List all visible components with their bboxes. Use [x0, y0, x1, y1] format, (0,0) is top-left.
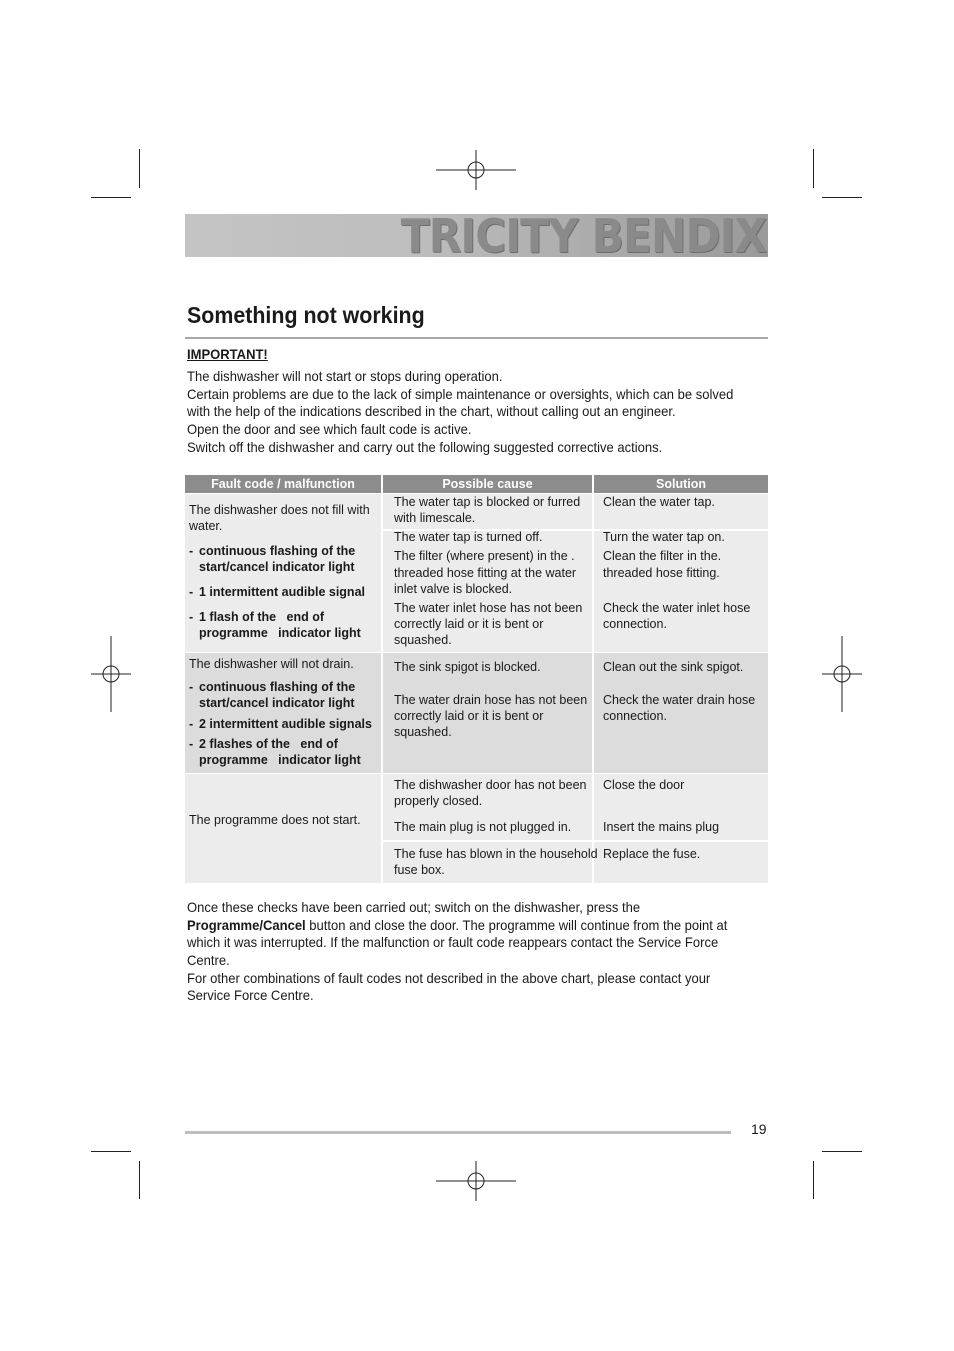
crop-mark: [822, 1151, 862, 1152]
cause-text: The sink spigot is blocked.: [394, 660, 541, 674]
crop-mark: [822, 197, 862, 198]
intro-line: Switch off the dishwasher and carry out the following suggested corrective actions.: [187, 439, 663, 455]
cause-text: squashed.: [394, 725, 452, 739]
page-title: Something not working: [187, 302, 425, 328]
table-header-cause: Possible cause: [383, 475, 592, 493]
cause-text: squashed.: [394, 633, 452, 647]
fault-bullet: continuous flashing of the: [199, 680, 356, 694]
solution-text: Close the door: [603, 778, 685, 792]
intro-line: Certain problems are due to the lack of simple maintenance or oversights, which can be solved: [187, 386, 734, 402]
solution-text: Clean the filter in the.: [603, 549, 722, 563]
cause-text: The water tap is blocked or furred: [394, 495, 581, 509]
bullet-dash: -: [189, 544, 194, 558]
cause-text: The filter (where present) in the .: [394, 549, 575, 563]
outro-line: Once these checks have been carried out; switch on the dishwasher, press the: [187, 899, 641, 915]
programme-cancel-label: Programme/Cancel: [187, 917, 306, 933]
fault-bullet: programme indicator light: [199, 626, 361, 640]
bullet-dash: -: [189, 610, 194, 624]
brand-banner: [185, 209, 768, 263]
outro-line: For other combinations of fault codes not described in the above chart, please contact your: [187, 970, 711, 986]
page-number: 19: [751, 1121, 767, 1137]
fault-bullet: start/cancel indicator light: [199, 560, 355, 574]
crop-mark: [813, 149, 814, 188]
solution-text: Check the water drain hose: [603, 693, 756, 707]
fault-text: water.: [189, 519, 223, 533]
fault-cell: [185, 774, 381, 883]
cause-text: The water tap is turned off.: [394, 530, 543, 544]
bullet-dash: -: [189, 737, 194, 751]
fault-text: The programme does not start.: [189, 813, 361, 827]
cause-text: correctly laid or it is bent or: [394, 617, 544, 631]
cause-text: The water inlet hose has not been: [394, 601, 583, 615]
cause-text: The fuse has blown in the household: [394, 847, 598, 861]
fault-bullet: programme indicator light: [199, 753, 361, 767]
crop-mark: [139, 149, 140, 188]
fault-bullet: continuous flashing of the: [199, 544, 356, 558]
solution-text: connection.: [603, 617, 667, 631]
brand-logo: TRICITY BENDIX: [400, 209, 766, 263]
solution-text: Check the water inlet hose: [603, 601, 751, 615]
outro-line: Centre.: [187, 952, 230, 968]
registration-mark-bottom: [436, 1161, 516, 1201]
outro-line: Service Force Centre.: [187, 987, 314, 1003]
cause-text: The main plug is not plugged in.: [394, 820, 572, 834]
cause-text: correctly laid or it is bent or: [394, 709, 544, 723]
table-header-fault: Fault code / malfunction: [185, 475, 381, 493]
solution-text: connection.: [603, 709, 667, 723]
table-header-solution: Solution: [594, 475, 768, 493]
cause-text: The dishwasher door has not been: [394, 778, 587, 792]
intro-line: with the help of the indications described in the chart, without calling out an engineer.: [187, 403, 676, 419]
registration-mark-right: [822, 636, 862, 712]
bullet-dash: -: [189, 585, 194, 599]
fault-text: The dishwasher does not fill with: [189, 503, 370, 517]
outro-text: button and close the door. The programme will continue from the point at: [305, 917, 728, 933]
cause-text: with limescale.: [394, 511, 476, 525]
solution-text: Clean the water tap.: [603, 495, 715, 509]
cause-text: inlet valve is blocked.: [394, 582, 513, 596]
solution-text: Insert the mains plug: [603, 820, 720, 834]
fault-bullet: 2 intermittent audible signals: [199, 717, 372, 731]
cause-text: threaded hose fitting at the water: [394, 566, 577, 580]
fault-bullet: 1 flash of the end of: [199, 610, 325, 624]
outro-line: [187, 917, 727, 933]
intro-line: Open the door and see which fault code is active.: [187, 421, 472, 437]
title-divider: [185, 337, 768, 339]
fault-bullet: 1 intermittent audible signal: [199, 585, 365, 599]
solution-text: Replace the fuse.: [603, 847, 701, 861]
fault-table: [185, 475, 768, 883]
crop-mark: [139, 1161, 140, 1199]
important-heading: IMPORTANT!: [187, 346, 268, 362]
outro-line: which it was interrupted. If the malfunction or fault code reappears contact the Service Force: [187, 934, 719, 950]
solution-text: Clean out the sink spigot.: [603, 660, 744, 674]
solution-text: Turn the water tap on.: [603, 530, 725, 544]
bullet-dash: -: [189, 717, 194, 731]
crop-mark: [813, 1161, 814, 1199]
fault-bullet: 2 flashes of the end of: [199, 737, 338, 751]
cause-text: fuse box.: [394, 863, 445, 877]
fault-bullet: start/cancel indicator light: [199, 696, 355, 710]
cause-text: The water drain hose has not been: [394, 693, 588, 707]
cause-text: properly closed.: [394, 794, 483, 808]
intro-line: The dishwasher will not start or stops during operation.: [187, 368, 503, 384]
bullet-dash: -: [189, 680, 194, 694]
crop-mark: [91, 1151, 131, 1152]
registration-mark-top: [436, 150, 516, 190]
registration-mark-left: [91, 636, 131, 712]
crop-mark: [91, 197, 131, 198]
footer-divider: [185, 1131, 731, 1134]
solution-text: threaded hose fitting.: [603, 566, 720, 580]
fault-text: The dishwasher will not drain.: [189, 657, 354, 671]
